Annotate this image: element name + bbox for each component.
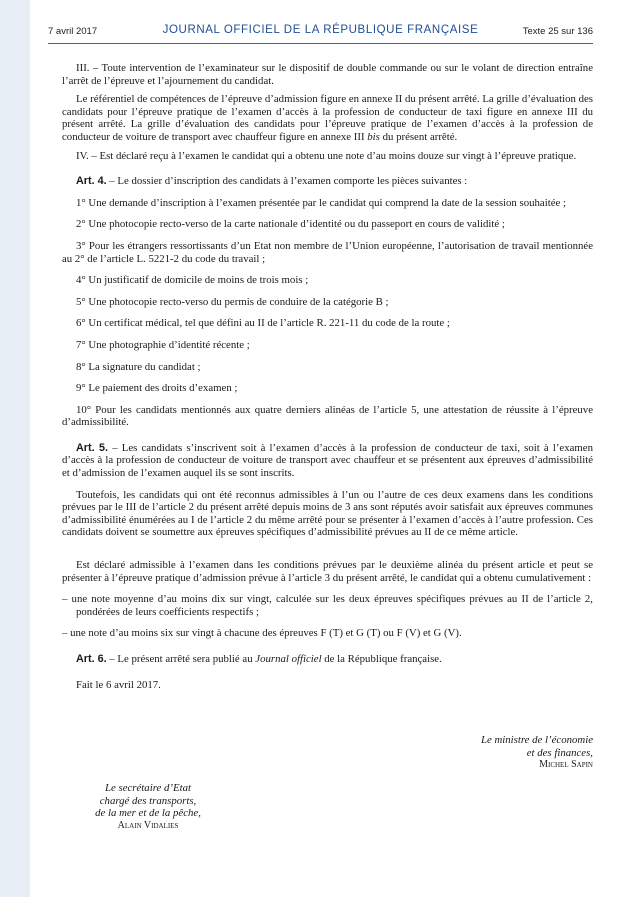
page-header <box>48 24 593 42</box>
article-4-item-3: 3° Pour les étrangers ressortissants d’un Etat non membre de l’Union européenne, l’autorisation de travail mentionnée au 2° de l’article L. 5221-2 du code du travail ; <box>62 239 593 265</box>
article-6 <box>62 653 593 666</box>
article-5-text: – Les candidats s’inscrivent soit à l’examen d’accès à la profession de conducteur de taxi, soit à l’examen d’accès à la profession de conducteur de voiture de transport avec chauffeur et se présentent aux épreuves d’admissibilité et d’admission de l’examen auquel ils se sont inscrits. <box>62 441 593 480</box>
article-5-dash-1: – une note moyenne d’au moins dix sur vingt, calculée sur les deux épreuves spécifiques prévues au II de l’article 2, pondérées de leurs coefficients respectifs ; <box>62 593 593 618</box>
secretary-title-line-2: chargé des transports, <box>99 794 197 807</box>
article-6-text-b: de la République française. <box>321 653 442 665</box>
minister-signature-block <box>373 734 593 772</box>
article-5-paragraph-1 <box>62 442 593 480</box>
journal-title: JOURNAL OFFICIEL DE LA RÉPUBLIQUE FRANÇAISE <box>162 24 479 36</box>
article-4-text: – Le dossier d’inscription des candidats à l’examen comporte les pièces suivantes : <box>106 175 468 188</box>
minister-name: Michel Sapin <box>539 759 593 771</box>
referentiel-text-a: Le référentiel de compétences de l’épreuve d’admission figure en annexe II du présent arrêté. La grille d’évaluation des candidats pour l’épreuve pratique de l’examen d’accès à la profession de conducteur de taxi figure en annexe III du présent arrêté. La grille d’évaluation des candidats pour l’épreuve pratique de l’examen d’accès à la profession de conducteur de voiture de transport avec chauffeur figure en annexe III <box>62 93 593 143</box>
article-4-label: Art. 4. <box>76 175 107 188</box>
header-divider <box>48 43 593 44</box>
header-date: 7 avril 2017 <box>48 26 98 37</box>
minister-title-line-1: Le ministre de l’économie <box>480 734 593 746</box>
referentiel-text-b: du présent arrêté. <box>379 130 458 143</box>
article-4-item-1: 1° Une demande d’inscription à l’examen présentée par le candidat qui comprend la date de la session souhaitée ; <box>76 196 566 209</box>
article-4-intro <box>62 175 593 188</box>
paragraph-iii: III. – Toute intervention de l’examinateur sur le dispositif de double commande ou sur le volant de direction entraîne l’arrêt de l’épreuve et l’ajournement du candidat. <box>62 62 593 87</box>
article-4-item-4: 4° Un justificatif de domicile de moins de trois mois ; <box>76 274 309 287</box>
article-5-label: Art. 5. <box>76 441 109 454</box>
article-5-paragraph-2: Toutefois, les candidats qui ont été reconnus admissibles à l’un ou l’autre de ces deux examens dans les conditions prévues par le III de l’article 2 du présent arrêté depuis moins de 3 ans sont réputés avoir satisfait aux épreuves communes d’admissibilité énumérées au I de l’article 2 du même arrêté pour se présenter à l’examen d’accès à l’autre profession. Ces candidats doivent se soumettre aux épreuves spécifiques d’admissibilité prévues au II de ce même article. <box>62 488 593 539</box>
left-margin-bar <box>0 0 30 897</box>
article-4-item-7: 7° Une photographie d’identité récente ; <box>76 338 250 351</box>
article-4-item-5: 5° Une photocopie recto-verso du permis de conduire de la catégorie B ; <box>76 295 389 308</box>
article-6-label: Art. 6. <box>76 653 107 665</box>
page-reference: Texte 25 sur 136 <box>522 26 593 37</box>
referentiel-bis: bis <box>367 130 380 143</box>
signature-date: Fait le 6 avril 2017. <box>76 678 161 691</box>
article-4-item-10: 10° Pour les candidats mentionnés aux quatre derniers alinéas de l’article 5, une attestation de réussite à l’épreuve d’admissibilité. <box>62 403 593 429</box>
article-4-item-9: 9° Le paiement des droits d’examen ; <box>76 382 238 395</box>
minister-title-line-2: et des finances, <box>526 746 593 759</box>
article-6-text-a: – Le présent arrêté sera publié au <box>106 653 256 665</box>
document-body <box>62 62 593 691</box>
article-5-paragraph-3: Est déclaré admissible à l’examen dans les conditions prévues par le deuxième alinéa du présent article et peut se présenter à l’épreuve pratique d’admission prévue à l’article 3 du présent arrêté, le candidat qui a obtenu cumulativement : <box>62 559 593 584</box>
secretary-signature-block <box>48 782 248 832</box>
article-6-journal-officiel: Journal officiel <box>255 653 322 665</box>
article-4-item-6: 6° Un certificat médical, tel que défini au II de l’article R. 221-11 du code de la route ; <box>76 317 450 330</box>
article-4-item-8: 8° La signature du candidat ; <box>76 360 201 373</box>
paragraph-referentiel <box>62 93 593 143</box>
document-page <box>48 0 593 897</box>
secretary-title-line-1: Le secrétaire d’Etat <box>105 782 191 794</box>
secretary-title-line-3: de la mer et de la pêche, <box>95 807 201 820</box>
article-5-dash-2: – une note d’au moins six sur vingt à chacune des épreuves F (T) et G (T) ou F (V) et G (V). <box>62 627 462 640</box>
secretary-name: Alain Vidalies <box>117 819 179 831</box>
article-4-item-2: 2° Une photocopie recto-verso de la carte nationale d’identité ou du passeport en cours de validité ; <box>76 218 505 231</box>
paragraph-iv: IV. – Est déclaré reçu à l’examen le candidat qui a obtenu une note d’au moins douze sur vingt à l’épreuve pratique. <box>76 149 577 162</box>
